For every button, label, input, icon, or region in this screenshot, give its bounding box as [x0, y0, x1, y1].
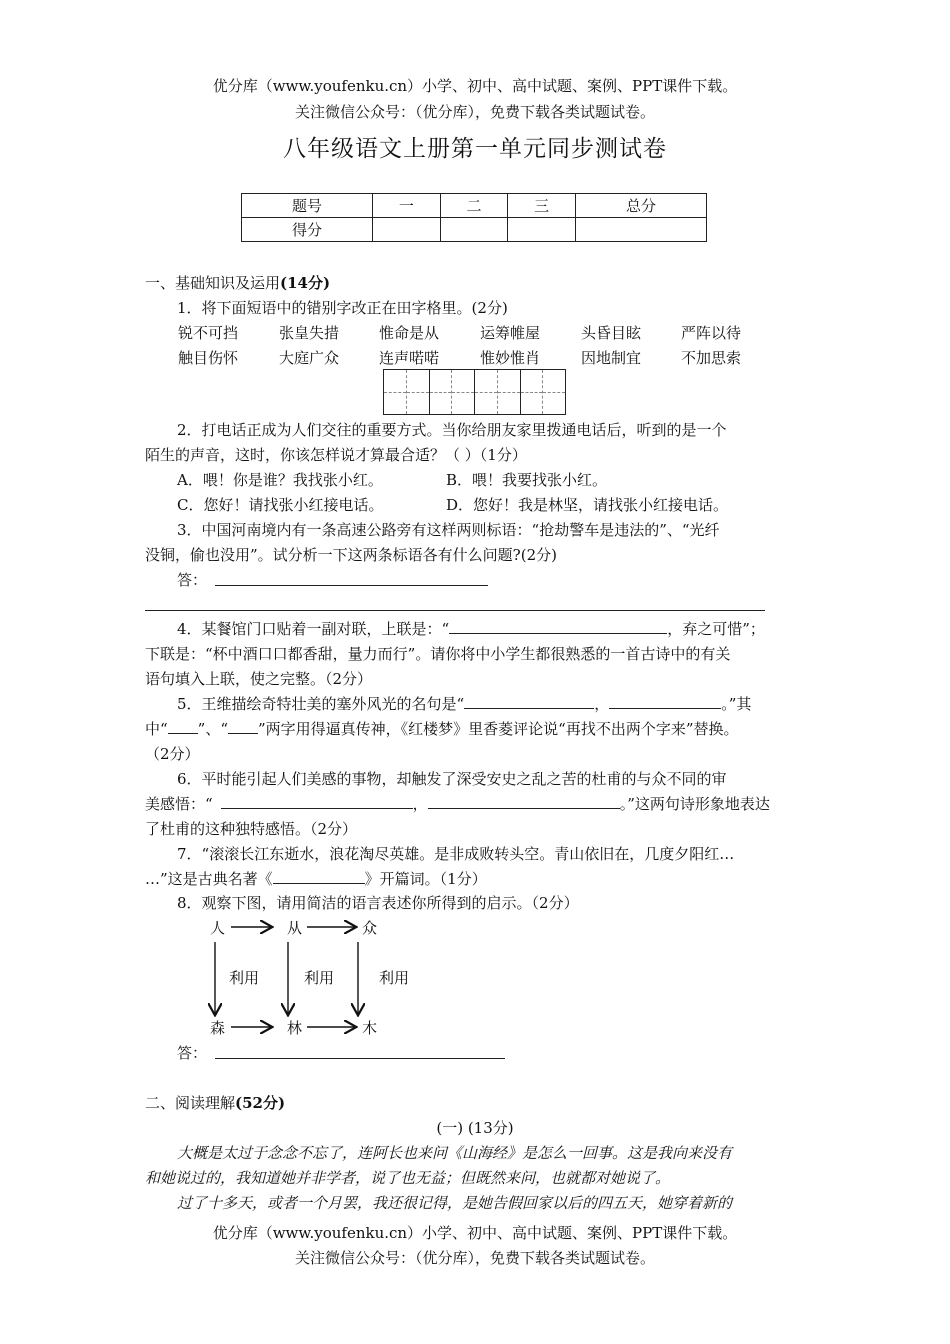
q5-blank-2[interactable] — [609, 693, 721, 709]
section2-heading — [145, 1092, 285, 1113]
writing-grid[interactable] — [383, 369, 566, 415]
diagram-top-char: 从 — [287, 919, 303, 937]
diagram-bottom-char: 木 — [362, 1019, 378, 1037]
q6-text-c: 。”这两句诗形象地表达 — [619, 795, 770, 813]
idiom: 大庭广众 — [279, 349, 340, 367]
diagram-middle-label: 利用 — [379, 969, 410, 987]
section2-heading-score: (52分) — [235, 1094, 286, 1112]
q2-line-2: 陌生的声音，这时，你该怎样说才算最合适？（ ）（1分） — [145, 446, 527, 464]
grid-cell[interactable] — [475, 370, 498, 414]
q4-text-a: 4．某餐馆门口贴着一副对联，上联是：“ — [177, 620, 450, 638]
q7-line-1: 7．“滚滚长江东逝水，浪花淘尽英雄。是非成败转头空。青山依旧在，几度夕阳红… — [177, 845, 735, 863]
q7-blank[interactable] — [273, 868, 365, 884]
q4-line-3: 语句填入上联，使之完整。（2分） — [145, 670, 373, 688]
q7-text-a: …”这是古典名著《 — [145, 870, 273, 888]
diagram-top-char: 人 — [210, 919, 226, 937]
q2-option-b[interactable]: B．喂！我要找张小红。 — [446, 471, 608, 489]
diagram-bottom-char: 林 — [287, 1019, 303, 1037]
idiom: 惟妙惟肖 — [480, 349, 541, 367]
q5-text-f: ”两字用得逼真传神，《红楼梦》里香菱评论说“再找不出两个字来”替换。 — [258, 720, 739, 738]
q6-blank-1[interactable] — [221, 793, 413, 809]
score-table — [241, 193, 707, 242]
q5-text-c: 。”其 — [721, 695, 752, 713]
section1-heading-score: (14分) — [280, 274, 331, 292]
q7-text-b: 》开篇词。（1分） — [364, 870, 487, 888]
q4-line-1 — [177, 618, 765, 639]
grid-cell[interactable] — [384, 370, 407, 414]
q2-line-1: 2．打电话正成为人们交往的重要方式。当你给朋友家里拨通电话后，听到的是一个 — [177, 421, 727, 439]
q8-answer-label: 答： — [177, 1044, 208, 1062]
idiom: 连声喏喏 — [379, 349, 440, 367]
grid-cell[interactable] — [452, 370, 475, 414]
idiom: 严阵以待 — [681, 324, 742, 342]
q2-option-c[interactable]: C．您好！请找张小红接电话。 — [177, 496, 384, 514]
q7-line-2 — [145, 868, 487, 889]
q5-line-2 — [145, 718, 739, 739]
q5-text-b: ， — [594, 695, 610, 713]
section2-subheading: (一) (13分) — [436, 1119, 514, 1137]
q6-line-3: 了杜甫的这种独特感悟。（2分） — [145, 820, 358, 838]
q6-text-a: 美感悟：“ — [145, 795, 213, 813]
q3-answer-line-2[interactable] — [145, 610, 765, 611]
passage-line: 大概是太过于念念不忘了，连阿长也来问《山海经》是怎么一回事。这是我向来没有 — [177, 1144, 733, 1162]
diagram-middle-label: 利用 — [229, 969, 260, 987]
q5-blank-3[interactable] — [168, 718, 198, 734]
q8-answer-line[interactable] — [215, 1058, 505, 1059]
q5-text-a: 5．王维描绘奇特壮美的塞外风光的名句是“ — [177, 695, 465, 713]
footer-line-2: 关注微信公众号：（优分库），免费下载各类试题试卷。 — [294, 1249, 655, 1267]
idiom: 张皇失措 — [279, 324, 340, 342]
diagram-bottom-char: 森 — [210, 1019, 226, 1037]
q8-text: 8．观察下图，请用简洁的语言表述你所得到的启示。（2分） — [177, 894, 579, 912]
idiom: 头昏目眩 — [581, 324, 642, 342]
q6-text-b: ， — [412, 795, 428, 813]
table-cell: 题号 — [242, 194, 373, 218]
table-cell[interactable] — [440, 218, 508, 242]
q3-answer-label: 答： — [177, 571, 208, 589]
grid-cell[interactable] — [407, 370, 430, 414]
idiom: 锐不可挡 — [178, 324, 239, 342]
page-title: 八年级语文上册第一单元同步测试卷 — [283, 136, 667, 162]
table-cell: 得分 — [242, 218, 373, 242]
header-line-2: 关注微信公众号：（优分库），免费下载各类试题试卷。 — [294, 103, 655, 121]
diagram-arrows — [195, 912, 415, 1042]
q3-line-2: 没铜，偷也没用”。试分析一下这两条标语各有什么问题?(2分) — [145, 546, 557, 564]
score-table-score-row — [242, 218, 707, 242]
score-table-header-row — [242, 194, 707, 218]
passage-line: 和她说过的，我知道她并非学者，说了也无益；但既然来问，也就都对她说了。 — [145, 1169, 671, 1187]
q1-text: 1．将下面短语中的错别字改正在田字格里。(2分) — [177, 299, 508, 317]
idiom: 不加思索 — [681, 349, 742, 367]
passage-line: 过了十多天，或者一个月罢，我还很记得，是她告假回家以后的四五天，她穿着新的 — [177, 1194, 733, 1212]
section2-heading-text: 二、阅读理解 — [145, 1094, 236, 1112]
idiom: 因地制宜 — [581, 349, 642, 367]
idiom: 触目伤怀 — [178, 349, 239, 367]
grid-cell[interactable] — [498, 370, 521, 414]
q3-line-1: 3．中国河南境内有一条高速公路旁有这样两则标语：“抢劫警车是违法的”、“光纤 — [177, 521, 720, 539]
table-cell: 一 — [373, 194, 441, 218]
q5-blank-4[interactable] — [228, 718, 258, 734]
q2-option-a[interactable]: A．喂！你是谁？我找张小红。 — [177, 471, 383, 489]
table-cell: 总分 — [575, 194, 706, 218]
table-cell: 三 — [508, 194, 576, 218]
header-line-1: 优分库（www.youfenku.cn）小学、初中、高中试题、案例、PPT课件下载。 — [212, 77, 738, 95]
idiom: 惟命是从 — [379, 324, 440, 342]
q6-line-2 — [145, 793, 770, 814]
q5-text-d: 中“ — [145, 720, 168, 738]
footer-line-1: 优分库（www.youfenku.cn）小学、初中、高中试题、案例、PPT课件下载。 — [212, 1224, 738, 1242]
q4-line-2: 下联是：“杯中酒口口都香甜，量力而行”。请你将中小学生都很熟悉的一首古诗中的有关 — [145, 645, 731, 663]
q5-line-1 — [177, 693, 751, 714]
table-cell[interactable] — [508, 218, 576, 242]
diagram-middle-label: 利用 — [304, 969, 335, 987]
q5-line-3: （2分） — [145, 745, 200, 763]
q4-text-b: ，弃之可惜”； — [667, 620, 765, 638]
q6-blank-2[interactable] — [428, 793, 620, 809]
q3-answer-line[interactable] — [215, 585, 488, 586]
table-cell[interactable] — [575, 218, 706, 242]
q2-option-d[interactable]: D．您好！我是林坚，请找张小红接电话。 — [446, 496, 729, 514]
q4-blank[interactable] — [449, 618, 667, 634]
q5-blank-1[interactable] — [464, 693, 594, 709]
grid-cell[interactable] — [543, 370, 565, 414]
table-cell[interactable] — [373, 218, 441, 242]
section1-heading — [145, 272, 330, 293]
section1-heading-text: 一、基础知识及运用 — [145, 274, 281, 292]
grid-cell[interactable] — [521, 370, 544, 414]
table-cell: 二 — [440, 194, 508, 218]
idiom: 运筹帷屋 — [480, 324, 541, 342]
q5-text-e: ”、“ — [197, 720, 229, 738]
q6-line-1: 6．平时能引起人们美感的事物，却触发了深受安史之乱之苦的杜甫的与众不同的审 — [177, 770, 727, 788]
diagram-top-char: 众 — [362, 919, 378, 937]
grid-cell[interactable] — [430, 370, 453, 414]
